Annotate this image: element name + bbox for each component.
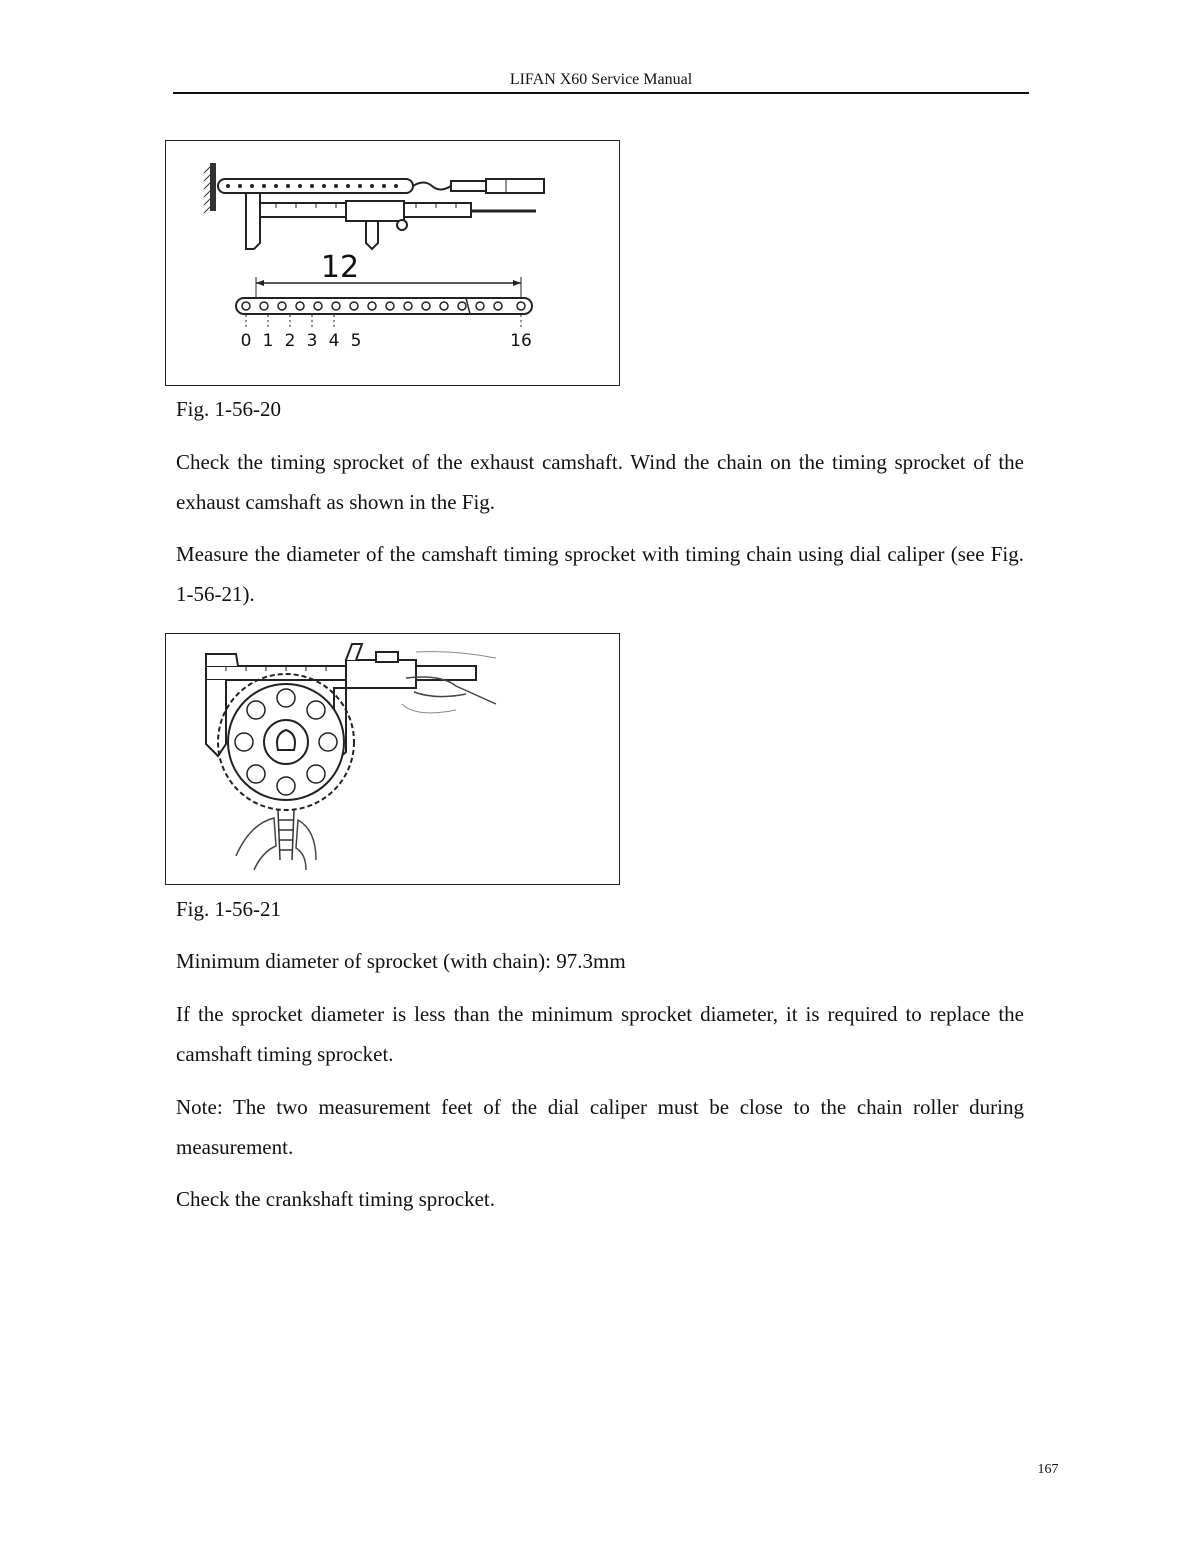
measure-label: 12	[320, 250, 360, 285]
link-number: 2	[284, 331, 296, 351]
sprocket-caliper-illustration	[166, 634, 619, 884]
paragraph: Note: The two measurement feet of the dial caliper must be close to the chain roller during measurement.	[176, 1095, 1024, 1159]
paragraph: Measure the diameter of the camshaft timing sprocket with timing chain using dial caliper (see Fig. 1-56-21).	[176, 542, 1024, 606]
figure-caption: Fig. 1-56-21	[176, 897, 281, 921]
link-number: 5	[350, 331, 362, 351]
link-number: 3	[306, 331, 318, 351]
figure-caption: Fig. 1-56-20	[176, 397, 281, 421]
chain-caliper-illustration	[166, 141, 619, 385]
link-number: 4	[328, 331, 340, 351]
figure-chain-stretch-measurement	[165, 140, 620, 386]
figure-sprocket-diameter-measurement	[165, 633, 620, 885]
paragraph: Check the timing sprocket of the exhaust camshaft. Wind the chain on the timing sprocket of the exhaust camshaft as shown in the Fig.	[176, 450, 1024, 514]
paragraph: Minimum diameter of sprocket (with chain): 97.3mm	[176, 949, 626, 973]
link-number: 0	[240, 331, 252, 351]
header-rule	[173, 92, 1029, 94]
link-number: 1	[262, 331, 274, 351]
link-number: 16	[510, 331, 532, 351]
page-header-title: LIFAN X60 Service Manual	[509, 71, 693, 88]
paragraph: If the sprocket diameter is less than the minimum sprocket diameter, it is required to replace the camshaft timing sprocket.	[176, 1002, 1024, 1066]
paragraph: Check the crankshaft timing sprocket.	[176, 1187, 495, 1211]
page-number: 167	[1037, 1462, 1059, 1477]
